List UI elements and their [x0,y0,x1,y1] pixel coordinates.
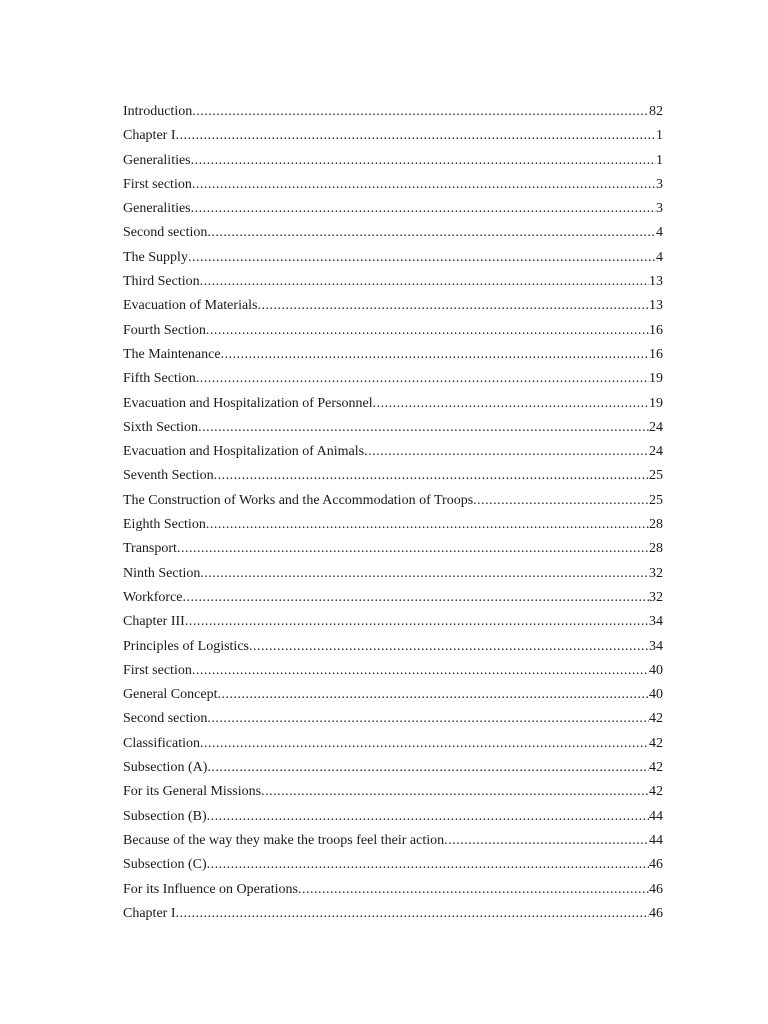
toc-entry-title: The Construction of Works and the Accommodation of Troops [123,492,474,508]
toc-entry-page-number: 46 [649,905,663,921]
toc-entry [123,104,663,128]
toc-dot-leader [200,566,649,582]
toc-entry-page-number: 1 [656,128,663,144]
toc-entry-title: Subsection (B) [123,808,207,824]
toc-entry-title: Introduction [123,104,193,119]
toc-dot-leader [200,274,649,290]
toc-entry [123,153,663,177]
toc-dot-leader [221,347,649,363]
toc-entry-title: The Supply [123,249,188,265]
toc-entry-page-number: 34 [649,614,663,630]
toc-entry-title: The Maintenance [123,346,221,362]
toc-entry-page-number: 44 [649,832,663,848]
toc-dot-leader [473,493,649,509]
toc-entry [123,420,663,444]
toc-entry-page-number: 42 [649,760,663,776]
toc-entry-title: First section [123,176,192,192]
toc-entry [123,809,663,833]
toc-entry-title: Because of the way they make the troops feel their action [123,832,445,848]
toc-entry-title: For its Influence on Operations [123,881,298,897]
toc-entry-page-number: 16 [649,322,663,338]
toc-entry-title: Evacuation and Hospitalization of Personnel [123,395,373,411]
toc-entry-page-number: 25 [649,468,663,484]
toc-entry [123,541,663,565]
toc-dot-leader [249,639,649,655]
toc-dot-leader [373,396,649,412]
toc-entry-title: Fourth Section [123,322,206,338]
toc-dot-leader [364,444,649,460]
toc-dot-leader [207,809,649,825]
toc-dot-leader [196,371,649,387]
toc-dot-leader [175,128,656,144]
toc-entry [123,444,663,468]
toc-entry-page-number: 32 [649,565,663,581]
toc-entry-title: Workforce [123,589,183,605]
toc-entry [123,274,663,298]
toc-entry [123,614,663,638]
toc-entry-title: Transport [123,541,177,557]
toc-entry [123,371,663,395]
toc-dot-leader [191,201,656,217]
toc-entry [123,396,663,420]
toc-dot-leader [206,517,649,533]
toc-entry [123,201,663,225]
toc-entry-page-number: 4 [656,249,663,265]
toc-dot-leader [183,590,649,606]
toc-dot-leader [188,250,656,266]
toc-entry [123,250,663,274]
toc-entry-page-number: 25 [649,492,663,508]
toc-entry-page-number: 28 [649,517,663,533]
toc-dot-leader [207,225,656,241]
toc-entry-title: Sixth Section [123,419,199,435]
toc-entry-page-number: 44 [649,808,663,824]
toc-entry-title: Principles of Logistics [123,638,249,654]
toc-dot-leader [175,906,649,922]
toc-dot-leader [217,687,649,703]
toc-entry-page-number: 42 [649,784,663,800]
toc-entry-title: Subsection (C) [123,857,207,873]
toc-entry [123,663,663,687]
toc-entry-title: Ninth Section [123,565,201,581]
toc-entry [123,323,663,347]
toc-entry-page-number: 1 [656,152,663,168]
toc-entry-title: Subsection (A) [123,760,208,776]
toc-entry-title: Evacuation of Materials [123,298,258,314]
toc-entry-page-number: 16 [649,346,663,362]
toc-dot-leader [298,882,649,898]
toc-entry-title: Evacuation and Hospitalization of Animals [123,444,365,460]
toc-entry-title: Third Section [123,274,200,290]
toc-entry-page-number: 40 [649,662,663,678]
toc-entry-page-number: 42 [649,711,663,727]
toc-entry-page-number: 40 [649,687,663,703]
toc-dot-leader [200,736,649,752]
toc-dot-leader [214,468,649,484]
toc-dot-leader [192,663,649,679]
toc-entry-title: Seventh Section [123,468,214,484]
toc-entry-page-number: 13 [649,274,663,290]
toc-entry [123,711,663,735]
toc-entry [123,833,663,857]
toc-entry-page-number: 32 [649,589,663,605]
toc-entry-page-number: 42 [649,735,663,751]
toc-entry-title: Generalities [123,152,191,168]
toc-entry [123,784,663,808]
toc-dot-leader [207,760,649,776]
toc-entry-title: Classification [123,735,200,751]
toc-entry-page-number: 3 [656,201,663,217]
toc-entry [123,590,663,614]
toc-entry-title: Generalities [123,201,191,217]
toc-dot-leader [192,177,656,193]
toc-dot-leader [191,153,656,169]
toc-dot-leader [177,541,649,557]
toc-dot-leader [207,857,649,873]
toc-entry [123,882,663,906]
toc-entry-title: General Concept [123,687,218,703]
toc-entry-title: Chapter III [123,614,185,630]
toc-entry [123,517,663,541]
toc-entry [123,736,663,760]
toc-dot-leader [192,104,649,120]
toc-entry-title: Second section [123,225,208,241]
toc-entry [123,760,663,784]
table-of-contents [123,104,663,930]
toc-entry [123,639,663,663]
toc-entry-page-number: 24 [649,444,663,460]
toc-entry [123,225,663,249]
toc-dot-leader [206,323,649,339]
toc-entry-page-number: 28 [649,541,663,557]
toc-entry-page-number: 4 [656,225,663,241]
toc-dot-leader [261,784,649,800]
toc-entry-page-number: 3 [656,176,663,192]
toc-entry-page-number: 19 [649,395,663,411]
toc-dot-leader [258,298,649,314]
toc-entry-title: For its General Missions [123,784,262,800]
toc-dot-leader [444,833,649,849]
toc-entry-title: Chapter I [123,128,176,144]
toc-entry-title: Fifth Section [123,371,196,387]
toc-entry-page-number: 46 [649,881,663,897]
toc-dot-leader [207,711,649,727]
toc-entry-title: Second section [123,711,208,727]
toc-entry-page-number: 24 [649,419,663,435]
toc-dot-leader [185,614,649,630]
toc-entry-title: Chapter I [123,905,176,921]
toc-dot-leader [198,420,649,436]
toc-entry [123,906,663,930]
toc-entry-page-number: 13 [649,298,663,314]
toc-entry [123,298,663,322]
toc-entry-page-number: 19 [649,371,663,387]
toc-entry-page-number: 34 [649,638,663,654]
toc-entry-title: Eighth Section [123,517,206,533]
toc-entry [123,177,663,201]
toc-entry [123,468,663,492]
toc-entry [123,347,663,371]
toc-entry [123,566,663,590]
toc-entry [123,493,663,517]
toc-entry-title: First section [123,662,192,678]
toc-entry-page-number: 46 [649,857,663,873]
toc-entry-page-number: 82 [649,104,663,119]
toc-entry [123,128,663,152]
toc-entry [123,687,663,711]
toc-entry [123,857,663,881]
